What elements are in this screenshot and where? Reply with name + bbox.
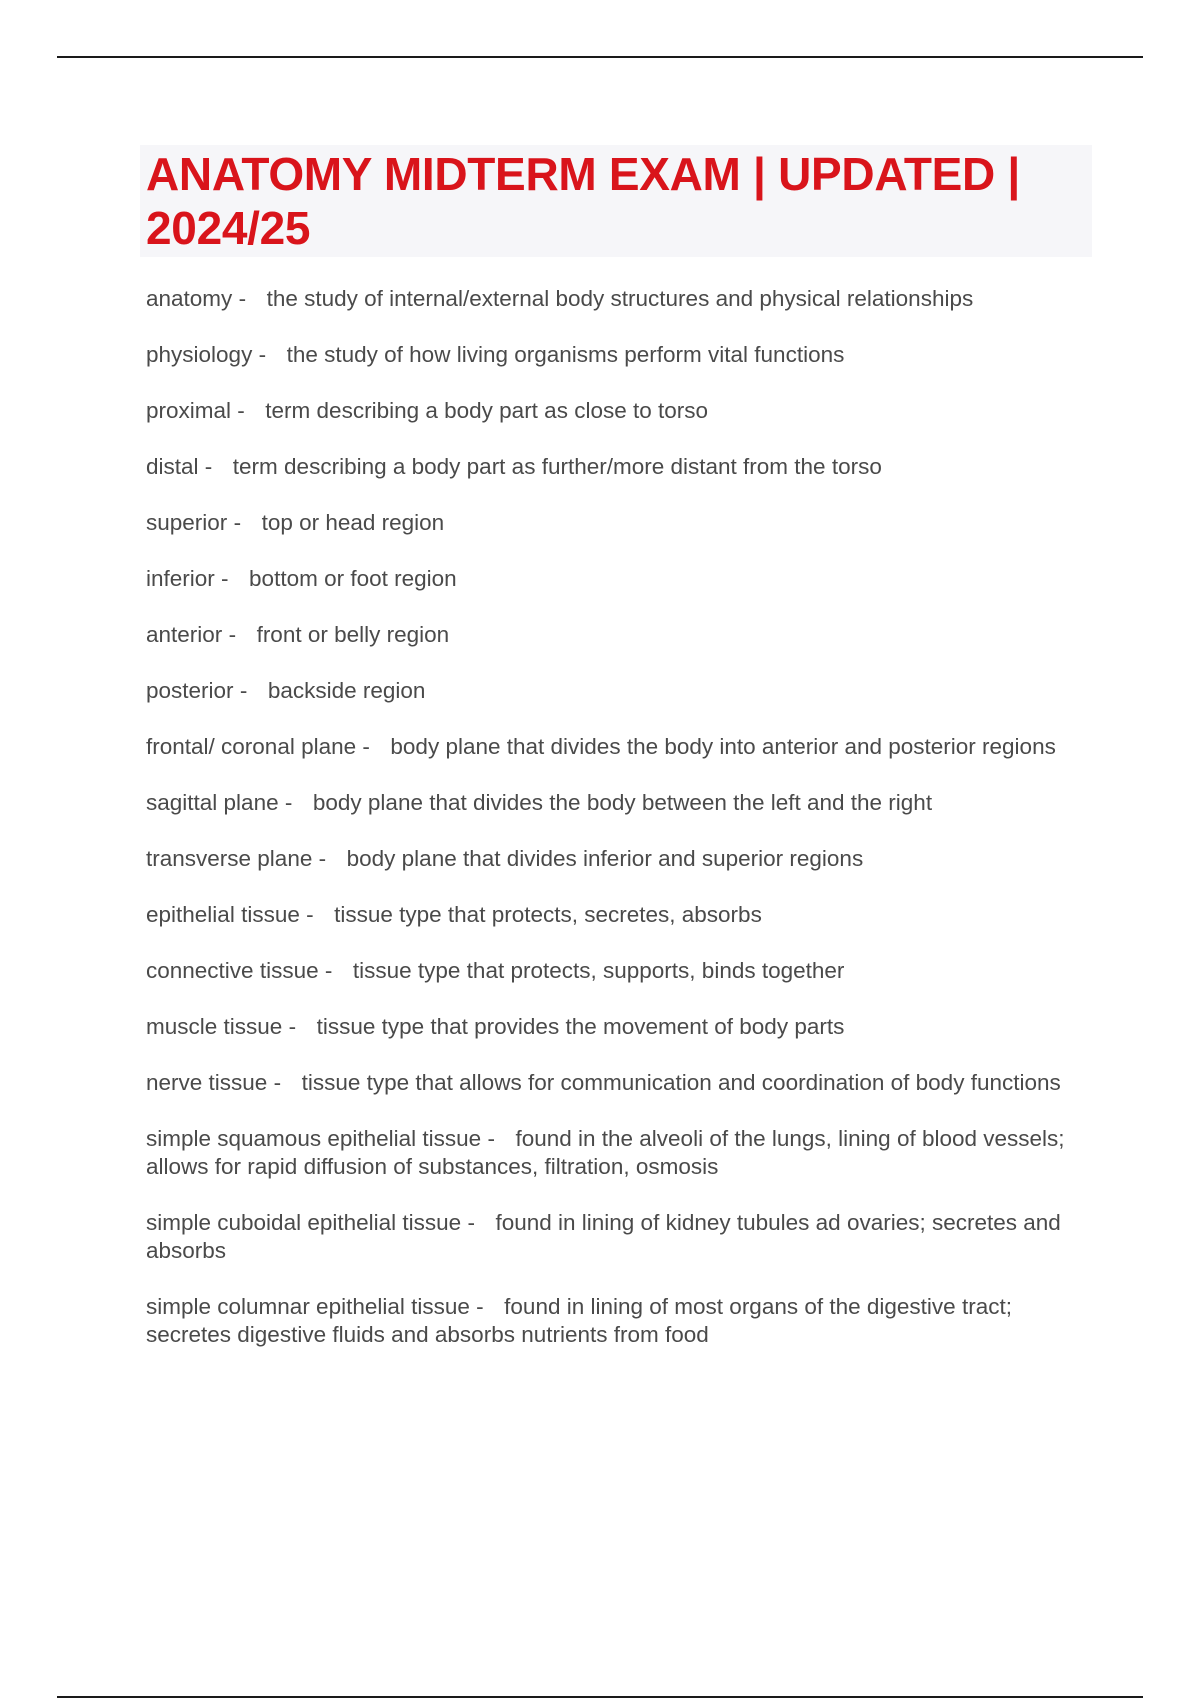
definition: body plane that divides the body into anterior and posterior regions [390, 734, 1056, 759]
separator: - [467, 1210, 475, 1235]
separator: - [238, 286, 247, 311]
term-entry [146, 285, 1096, 313]
term-entry [146, 453, 1096, 481]
definition: top or head region [261, 510, 445, 535]
definition: tissue type that provides the movement of body parts [316, 1014, 845, 1039]
definition: the study of internal/external body structures and physical relationships [266, 286, 974, 311]
definition: tissue type that protects, secretes, absorbs [334, 902, 762, 927]
definition: term describing a body part as close to torso [265, 398, 709, 423]
term: inferior [146, 566, 215, 591]
top-rule [57, 56, 1143, 58]
term-entry [146, 565, 1096, 593]
separator: - [324, 958, 333, 983]
definition: found in lining of most organs of the digestive tract; secretes digestive fluids and absorbs nutrients from food [146, 1294, 1012, 1347]
term: sagittal plane [146, 790, 279, 815]
term: nerve tissue [146, 1070, 268, 1095]
term-entry [146, 845, 1096, 873]
term: anterior [146, 622, 223, 647]
term: distal [146, 454, 199, 479]
definition: front or belly region [256, 622, 450, 647]
separator: - [318, 846, 327, 871]
title-box [140, 145, 1092, 257]
term: superior [146, 510, 228, 535]
term-list [146, 285, 1096, 1377]
separator: - [306, 902, 314, 927]
separator: - [273, 1070, 282, 1095]
definition: term describing a body part as further/more distant from the torso [232, 454, 882, 479]
separator: - [258, 342, 267, 367]
definition: bottom or foot region [249, 566, 457, 591]
term-entry [146, 621, 1096, 649]
definition: the study of how living organisms perform vital functions [286, 342, 845, 367]
separator: - [362, 734, 370, 759]
term: posterior [146, 678, 234, 703]
definition: found in the alveoli of the lungs, lining of blood vessels; allows for rapid diffusion of substances, filtration, osmosis [146, 1126, 1065, 1179]
separator: - [487, 1126, 495, 1151]
definition: tissue type that allows for communication and coordination of body functions [301, 1070, 1061, 1095]
term: simple squamous epithelial tissue [146, 1126, 482, 1151]
page-title: ANATOMY MIDTERM EXAM | UPDATED | 2024/25 [146, 148, 1020, 254]
term-entry [146, 1069, 1096, 1097]
separator: - [288, 1014, 297, 1039]
term-entry [146, 1013, 1096, 1041]
term-entry [146, 957, 1096, 985]
term-entry [146, 1125, 1096, 1181]
separator: - [221, 566, 229, 591]
definition: body plane that divides inferior and superior regions [346, 846, 864, 871]
separator: - [284, 790, 293, 815]
term-entry [146, 1209, 1096, 1265]
separator: - [237, 398, 245, 423]
term-entry [146, 397, 1096, 425]
term: simple cuboidal epithelial tissue [146, 1210, 462, 1235]
term: transverse plane [146, 846, 313, 871]
bottom-rule [57, 1696, 1143, 1698]
term: physiology [146, 342, 253, 367]
term-entry [146, 733, 1096, 761]
separator: - [233, 510, 242, 535]
term-entry [146, 789, 1096, 817]
term: anatomy [146, 286, 233, 311]
term-entry [146, 1293, 1096, 1349]
term: proximal [146, 398, 232, 423]
term-entry [146, 341, 1096, 369]
definition: tissue type that protects, supports, binds together [352, 958, 845, 983]
term-entry [146, 901, 1096, 929]
term-entry [146, 677, 1096, 705]
separator: - [204, 454, 213, 479]
term: muscle tissue [146, 1014, 283, 1039]
term: epithelial tissue [146, 902, 300, 927]
term: simple columnar epithelial tissue [146, 1294, 470, 1319]
definition: body plane that divides the body between the left and the right [312, 790, 933, 815]
term: connective tissue [146, 958, 319, 983]
separator: - [239, 678, 248, 703]
term-entry [146, 509, 1096, 537]
definition: backside region [267, 678, 426, 703]
separator: - [228, 622, 237, 647]
term: frontal/ coronal plane [146, 734, 357, 759]
separator: - [476, 1294, 484, 1319]
definition: found in lining of kidney tubules ad ovaries; secretes and absorbs [146, 1210, 1061, 1263]
